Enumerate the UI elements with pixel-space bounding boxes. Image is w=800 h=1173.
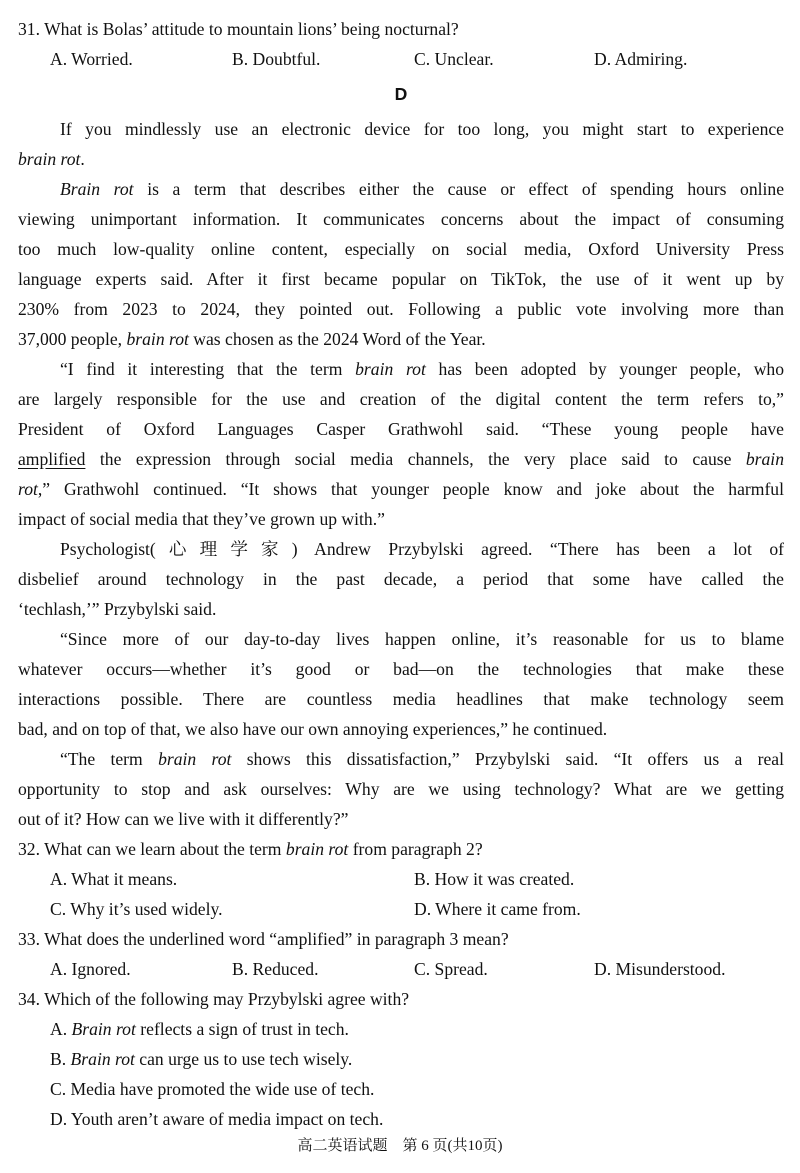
italic-term: Brain rot — [60, 179, 134, 199]
passage-line: whatever occurs—whether it’s good or bad—on the technologies that make these — [18, 659, 784, 679]
italic-term: brain — [745, 449, 784, 469]
page-footer: 高二英语试题 第 6 页(共10页) — [297, 1138, 503, 1154]
question-32-option-c: C. Why it’s used widely. — [50, 899, 223, 919]
italic-term: Brain rot — [70, 1049, 135, 1069]
question-31-option-b: B. Doubtful. — [232, 49, 321, 69]
question-32-stem: 32. What can we learn about the term brain rot from paragraph 2? — [18, 839, 483, 859]
passage-line: are largely responsible for the use and creation of the digital content the term refers to,” — [18, 389, 784, 409]
question-34-stem: 34. Which of the following may Przybylski agree with? — [18, 989, 410, 1009]
question-33-option-b: B. Reduced. — [232, 959, 319, 979]
passage-line: 37,000 people, brain rot was chosen as the 2024 Word of the Year. — [18, 329, 486, 349]
question-33-options — [50, 955, 784, 985]
question-34-option-b: B. Brain rot can urge us to use tech wisely. — [50, 1049, 353, 1069]
question-31-stem: 31. What is Bolas’ attitude to mountain lions’ being nocturnal? — [18, 19, 459, 39]
passage-line: Brain rot is a term that describes either the cause or effect of spending hours online — [60, 179, 784, 199]
question-32-option-b: B. How it was created. — [414, 869, 575, 889]
italic-term: brain rot — [158, 749, 232, 769]
passage-line: 230% from 2023 to 2024, they pointed out. Following a public vote involving more than — [18, 299, 784, 319]
passage-line: language experts said. After it first became popular on TikTok, the use of it went up by — [18, 269, 784, 289]
passage-line: impact of social media that they’ve grown up with.” — [18, 509, 385, 529]
passage-line: brain rot. — [18, 149, 85, 169]
italic-term: Brain rot — [71, 1019, 136, 1039]
underlined-word: amplified — [18, 449, 86, 469]
passage-line: “The term brain rot shows this dissatisfaction,” Przybylski said. “It offers us a real — [60, 749, 784, 769]
passage-line: interactions possible. There are countless media headlines that make technology seem — [18, 689, 784, 709]
passage-line: If you mindlessly use an electronic device for too long, you might start to experience — [60, 119, 784, 139]
passage-line: Psychologist(心理学家) Andrew Przybylski agreed. “There has been a lot of — [60, 539, 784, 559]
question-32-options-row1 — [50, 865, 784, 895]
italic-term: brain rot — [18, 149, 81, 169]
passage-line: “I find it interesting that the term brain rot has been adopted by younger people, who — [60, 359, 784, 379]
passage-line: ‘techlash,’” Przybylski said. — [18, 599, 217, 619]
question-33-stem: 33. What does the underlined word “amplified” in paragraph 3 mean? — [18, 929, 509, 949]
question-33-option-d: D. Misunderstood. — [594, 959, 726, 979]
italic-term: brain rot — [285, 839, 349, 859]
passage-line: disbelief around technology in the past decade, a period that some have called the — [18, 569, 784, 589]
question-31-option-a: A. Worried. — [50, 49, 133, 69]
passage-line: too much low-quality online content, especially on social media, Oxford University Press — [18, 239, 784, 259]
question-34-option-a: A. Brain rot reflects a sign of trust in tech. — [50, 1019, 349, 1039]
question-31-option-d: D. Admiring. — [594, 49, 688, 69]
section-label: D — [394, 84, 408, 104]
italic-term: brain rot — [126, 329, 189, 349]
passage-line: opportunity to stop and ask ourselves: Why are we using technology? What are we getting — [18, 779, 784, 799]
question-34-option-d: D. Youth aren’t aware of media impact on tech. — [50, 1109, 384, 1129]
question-32-option-d: D. Where it came from. — [414, 899, 581, 919]
italic-term: rot — [18, 479, 38, 499]
question-32-options-row2 — [50, 895, 784, 925]
passage-line: viewing unimportant information. It communicates concerns about the impact of consuming — [18, 209, 784, 229]
question-32-option-a: A. What it means. — [50, 869, 178, 889]
question-34-option-c: C. Media have promoted the wide use of tech. — [50, 1079, 375, 1099]
passage-line: bad, and on top of that, we also have our own annoying experiences,” he continued. — [18, 719, 608, 739]
passage-line: rot,” Grathwohl continued. “It shows that younger people know and joke about the harmful — [18, 479, 784, 499]
question-31-options — [50, 45, 784, 75]
question-33-option-c: C. Spread. — [414, 959, 488, 979]
passage-line: President of Oxford Languages Casper Grathwohl said. “These young people have — [18, 419, 784, 439]
question-33-option-a: A. Ignored. — [50, 959, 131, 979]
passage-line: out of it? How can we live with it differently?” — [18, 809, 349, 829]
passage-line: “Since more of our day-to-day lives happen online, it’s reasonable for us to blame — [60, 629, 784, 649]
question-31-option-c: C. Unclear. — [414, 49, 494, 69]
italic-term: brain rot — [355, 359, 426, 379]
passage-line: amplified the expression through social media channels, the very place said to cause brain — [18, 449, 784, 469]
